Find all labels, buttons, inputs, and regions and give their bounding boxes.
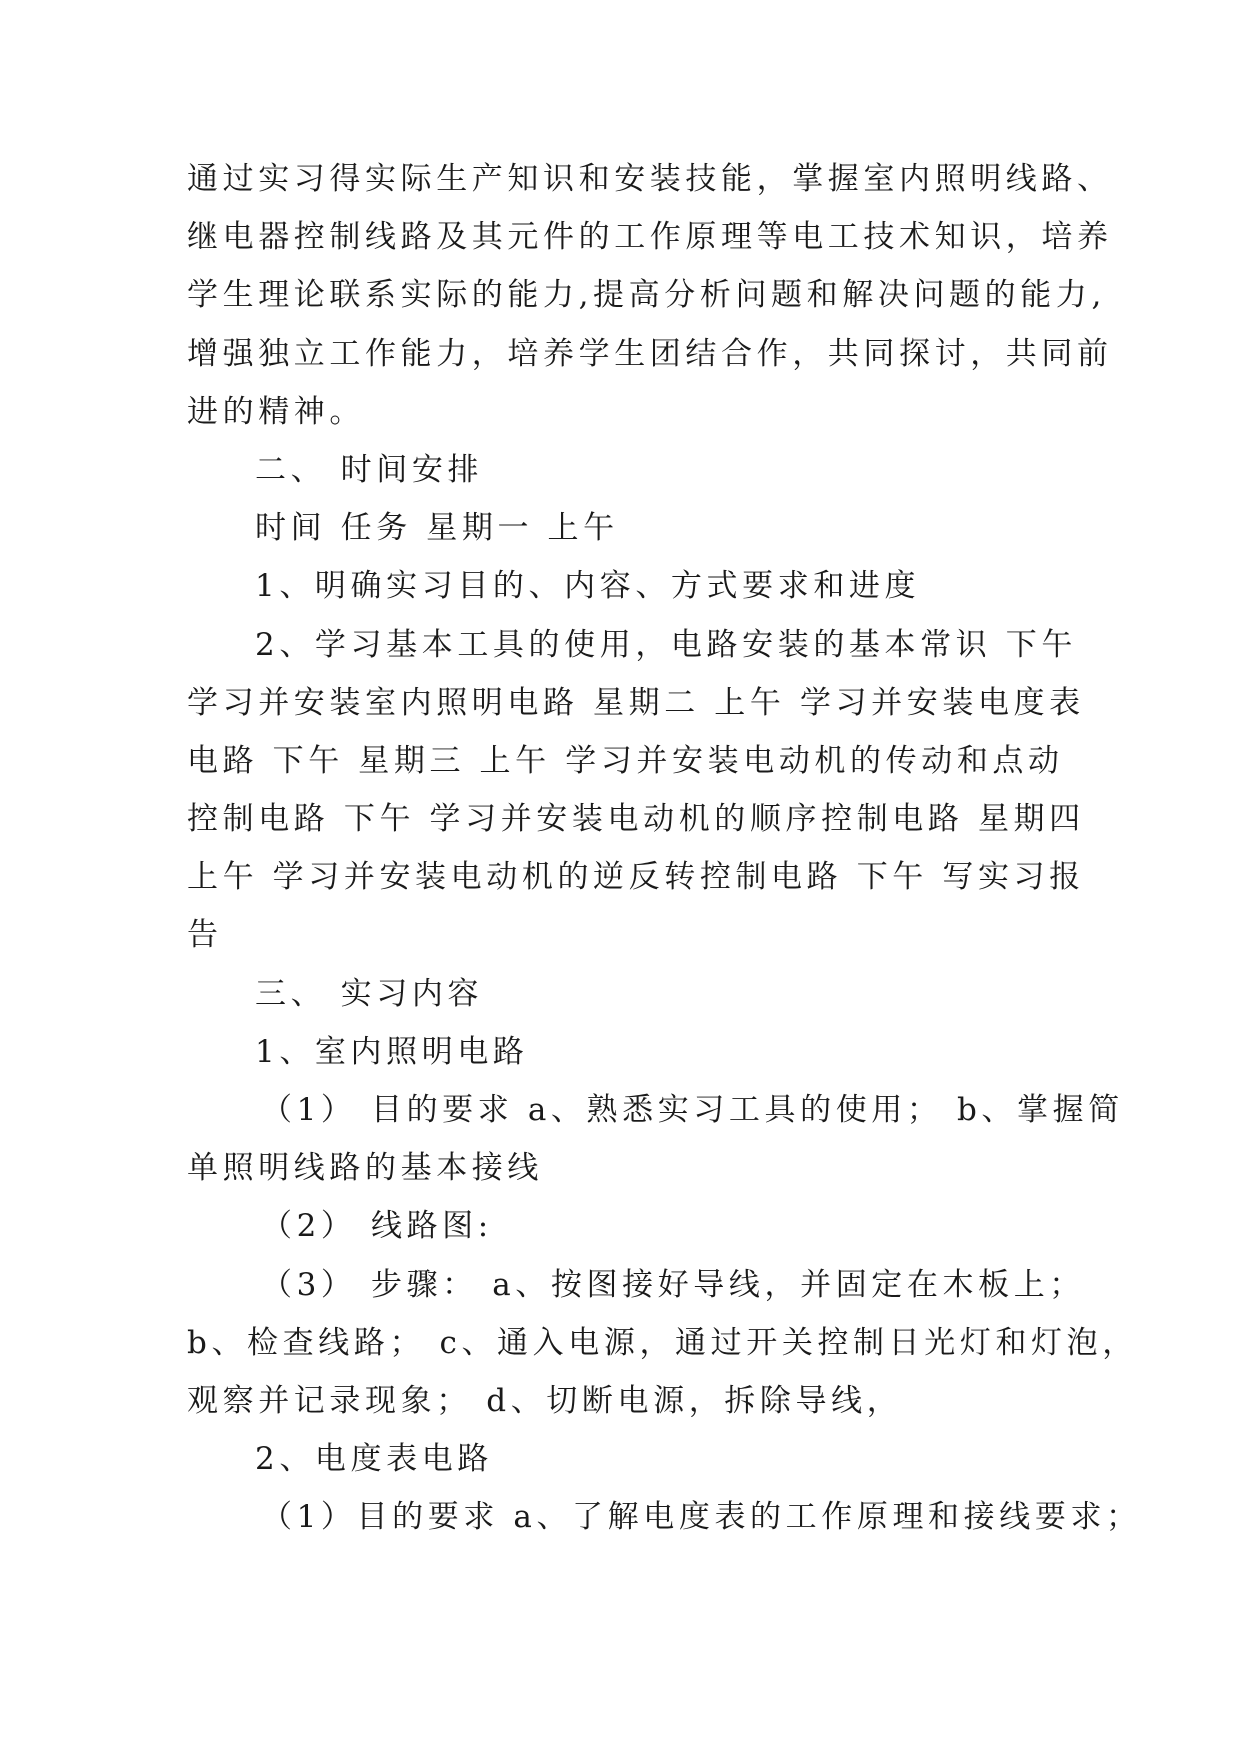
list-item: （2） 线路图: <box>261 1208 493 1245</box>
schedule-header: 时间 任务 星期一 上午 <box>255 510 619 547</box>
paragraph-line: 进的精神。 <box>187 393 365 430</box>
paragraph-line: 控制电路 下午 学习并安装电动机的顺序控制电路 星期四 <box>187 801 1085 838</box>
paragraph-line: 通过实习得实际生产知识和安装技能，掌握室内照明线路、 <box>187 161 1113 197</box>
subsection-heading: 1、室内照明电路 <box>255 1033 529 1070</box>
paragraph-line: 告 <box>187 917 223 954</box>
paragraph-line: b、检查线路； c、通入电源，通过开关控制日光灯和灯泡， <box>187 1324 1138 1361</box>
body-text <box>187 150 1142 1547</box>
paragraph-line: 增强独立工作能力，培养学生团结合作，共同探讨，共同前 <box>187 335 1113 372</box>
subsection-heading: 2、电度表电路 <box>255 1441 493 1478</box>
paragraph-line: 学生理论联系实际的能力,提高分析问题和解决问题的能力, <box>187 277 1106 314</box>
list-item: （1）目的要求 a、了解电度表的工作原理和接线要求； <box>261 1499 1142 1536</box>
schedule-item: 1、明确实习目的、内容、方式要求和进度 <box>255 568 921 605</box>
paragraph-line: 电路 下午 星期三 上午 学习并安装电动机的传动和点动 <box>187 742 1064 779</box>
section-heading-schedule: 二、 时间安排 <box>255 451 484 488</box>
list-item: （1） 目的要求 a、熟悉实习工具的使用； b、掌握简 <box>261 1092 1124 1128</box>
paragraph-line: 观察并记录现象； d、切断电源，拆除导线， <box>187 1382 903 1419</box>
list-item: （3） 步骤： a、按图接好导线，并固定在木板上； <box>261 1266 1085 1303</box>
paragraph-line: 单照明线路的基本接线 <box>187 1150 543 1187</box>
paragraph-line: 学习并安装室内照明电路 星期二 上午 学习并安装电度表 <box>187 684 1085 721</box>
paragraph-line: 上午 学习并安装电动机的逆反转控制电路 下午 写实习报 <box>187 859 1085 896</box>
section-heading-content: 三、 实习内容 <box>255 975 484 1012</box>
schedule-item: 2、学习基本工具的使用，电路安装的基本常识 下午 <box>255 626 1077 663</box>
paragraph-line: 继电器控制线路及其元件的工作原理等电工技术知识，培养 <box>187 219 1113 256</box>
